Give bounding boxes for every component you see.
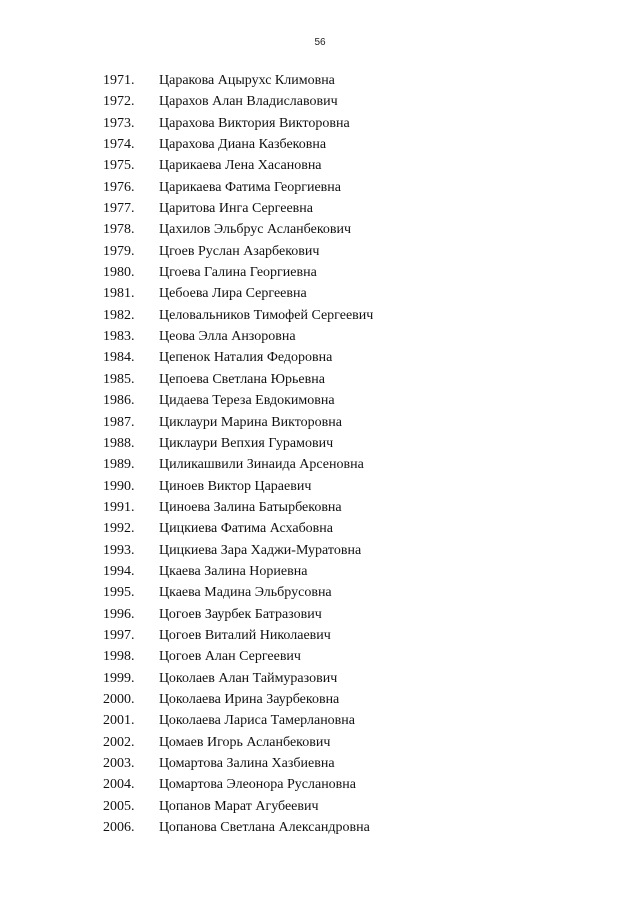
entry-number: 1983.: [103, 329, 135, 345]
entry-number: 1993.: [103, 542, 135, 558]
list-item: [103, 433, 523, 454]
entry-name: Циликашвили Зинаида Арсеновна: [159, 457, 364, 473]
entry-number: 1984.: [103, 350, 135, 366]
entry-name: Цепенок Наталия Федоровна: [159, 350, 333, 366]
list-item: [103, 710, 523, 731]
entry-name: Цепоева Светлана Юрьевна: [159, 371, 325, 387]
entry-name: Цицкиева Зара Хаджи-Муратовна: [159, 542, 362, 558]
entry-name: Циноев Виктор Цараевич: [159, 478, 312, 494]
list-item: [103, 326, 523, 347]
page-number: 56: [314, 37, 326, 48]
entry-name: Цгоева Галина Георгиевна: [159, 265, 317, 281]
entry-number: 1973.: [103, 115, 135, 131]
list-item: [103, 155, 523, 176]
entry-name: Царакова Ацырухс Климовна: [159, 73, 335, 88]
entry-name: Цахилов Эльбрус Асланбекович: [159, 222, 352, 238]
entry-name: Цопанов Марат Агубеевич: [159, 798, 319, 814]
entry-name: Цоколаева Лариса Тамерлановна: [159, 713, 355, 729]
list-item: [103, 134, 523, 155]
list-item: [103, 70, 523, 91]
entry-name: Циноева Залина Батырбековна: [159, 499, 342, 515]
entry-name: Цогоев Заурбек Батразович: [159, 606, 322, 622]
entry-number: 1995.: [103, 585, 135, 601]
entry-number: 1990.: [103, 478, 135, 494]
entry-number: 1999.: [103, 670, 135, 686]
list-item: [103, 283, 523, 304]
entry-number: 1974.: [103, 137, 135, 153]
list-item: [103, 796, 523, 817]
entry-number: 1986.: [103, 393, 135, 409]
entry-name: Цебоева Лира Сергеевна: [159, 286, 307, 302]
entry-number: 1980.: [103, 265, 135, 281]
entry-name: Цомартова Элеонора Руслановна: [159, 777, 356, 793]
entry-name: Цкаева Залина Нориевна: [159, 563, 308, 579]
list-item: [103, 91, 523, 112]
entry-number: 1971.: [103, 73, 135, 88]
entry-number: 1982.: [103, 307, 135, 323]
list-item: [103, 689, 523, 710]
entry-number: 1981.: [103, 286, 135, 302]
entry-number: 2001.: [103, 713, 135, 729]
list-item: [103, 540, 523, 561]
entry-name: Цомаев Игорь Асланбекович: [159, 734, 331, 750]
entry-name: Циклаури Вепхия Гурамович: [159, 435, 334, 451]
entry-number: 1997.: [103, 627, 135, 643]
list-item: [103, 625, 523, 646]
entry-name: Целовальников Тимофей Сергеевич: [159, 307, 374, 323]
entry-number: 1992.: [103, 521, 135, 537]
entry-name: Царикаева Фатима Георгиевна: [159, 179, 341, 195]
entry-name: Царитова Инга Сергеевна: [159, 201, 313, 217]
entry-number: 2005.: [103, 798, 135, 814]
entry-name: Царахов Алан Владиславович: [159, 94, 338, 110]
entry-number: 1994.: [103, 563, 135, 579]
entry-name: Царахова Диана Казбековна: [159, 137, 327, 153]
list-item: [103, 113, 523, 134]
entry-number: 1977.: [103, 201, 135, 217]
entry-name: Циклаури Марина Викторовна: [159, 414, 342, 430]
list-item: [103, 753, 523, 774]
entry-number: 2003.: [103, 756, 135, 771]
entry-number: 1985.: [103, 371, 135, 387]
list-item: [103, 177, 523, 198]
list-item: [103, 497, 523, 518]
entry-name: Цидаева Тереза Евдокимовна: [159, 393, 335, 409]
entry-name: Цоколаева Ирина Заурбековна: [159, 691, 340, 707]
entry-number: 1972.: [103, 94, 135, 110]
list-item: [103, 774, 523, 795]
list-item: [103, 561, 523, 582]
list-item: [103, 646, 523, 667]
entry-number: 2006.: [103, 820, 135, 836]
entry-name: Царикаева Лена Хасановна: [159, 158, 322, 174]
list-item: [103, 668, 523, 689]
entry-number: 1996.: [103, 606, 135, 622]
list-item: [103, 390, 523, 411]
entry-list: [103, 70, 523, 838]
entry-name: Царахова Виктория Викторовна: [159, 115, 350, 131]
list-item: [103, 347, 523, 368]
entry-name: Цкаева Мадина Эльбрусовна: [159, 585, 332, 601]
entry-number: 1975.: [103, 158, 135, 174]
list-item: [103, 369, 523, 390]
entry-number: 1987.: [103, 414, 135, 430]
entry-number: 1998.: [103, 649, 135, 665]
entry-number: 2004.: [103, 777, 135, 793]
list-item: [103, 732, 523, 753]
entry-number: 2002.: [103, 734, 135, 750]
list-item: [103, 241, 523, 262]
list-item: [103, 582, 523, 603]
entry-name: Цопанова Светлана Александровна: [159, 820, 370, 836]
list-item: [103, 604, 523, 625]
entry-name: Цоколаев Алан Таймуразович: [159, 670, 338, 686]
entry-name: Цгоев Руслан Азарбекович: [159, 243, 320, 259]
entry-number: 1991.: [103, 499, 135, 515]
entry-name: Цогоев Виталий Николаевич: [159, 627, 331, 643]
entry-number: 1978.: [103, 222, 135, 238]
entry-number: 1989.: [103, 457, 135, 473]
list-item: [103, 817, 523, 838]
entry-name: Цогоев Алан Сергеевич: [159, 649, 301, 665]
entry-number: 1988.: [103, 435, 135, 451]
list-item: [103, 476, 523, 497]
list-item: [103, 305, 523, 326]
entry-name: Цомартова Залина Хазбиевна: [159, 756, 335, 771]
entry-number: 1979.: [103, 243, 135, 259]
list-item: [103, 262, 523, 283]
entry-number: 2000.: [103, 691, 135, 707]
list-item: [103, 518, 523, 539]
list-item: [103, 219, 523, 240]
list-item: [103, 198, 523, 219]
entry-number: 1976.: [103, 179, 135, 195]
entry-name: Цеова Элла Анзоровна: [159, 329, 296, 345]
list-item: [103, 454, 523, 475]
entry-name: Цицкиева Фатима Асхабовна: [159, 521, 334, 537]
list-item: [103, 412, 523, 433]
